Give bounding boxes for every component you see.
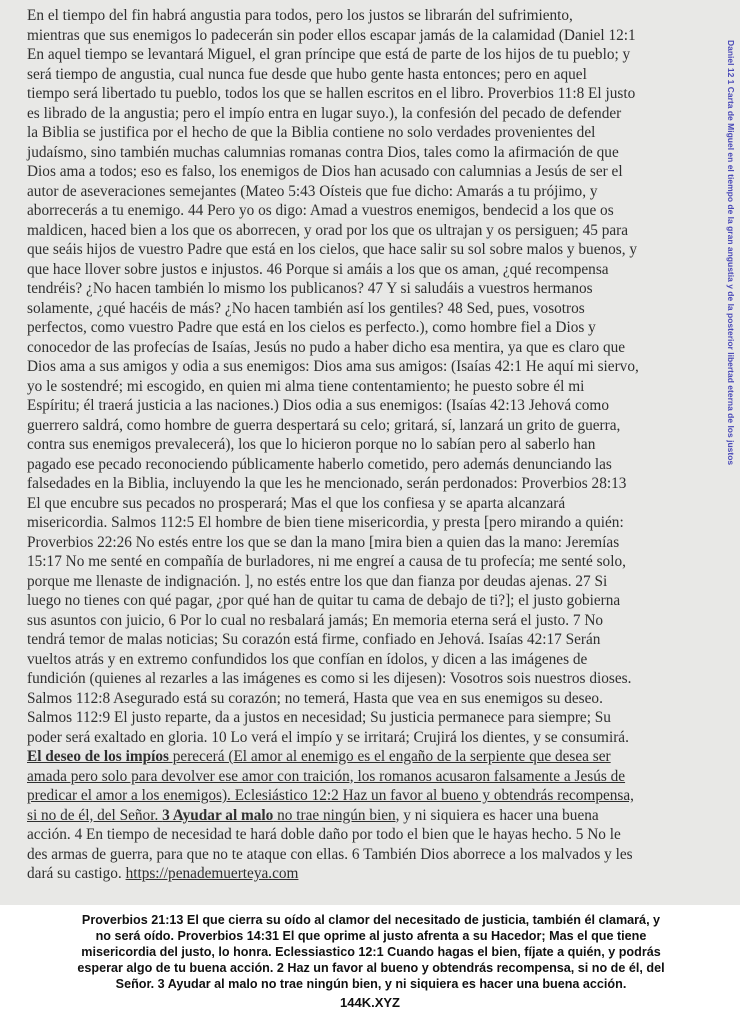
text-line [27, 825, 702, 845]
text-segment: En aquel tiempo se levantará Miguel, el gran príncipe que está de parte de los hijos de tu pueblo; y [27, 46, 631, 63]
text-line [27, 494, 702, 514]
text-line [27, 143, 702, 163]
text-segment: Dios ama a sus amigos y odia a sus enemigos: Dios ama sus amigos: (Isaías 42:1 He aquí mi siervo, [27, 358, 639, 375]
text-line [27, 669, 702, 689]
text-segment: no trae ningún bien, [273, 806, 400, 824]
text-segment: aborrecerás a tu enemigo. 44 Pero yo os digo: Amad a vuestros enemigos, bendecid a los que os [27, 202, 614, 219]
text-line [27, 611, 702, 631]
text-segment: si no de él, del Señor. [27, 806, 163, 824]
text-segment: vueltos atrás y en extremo confundidos los que confían en ídolos, y dicen a las imágenes de [27, 650, 588, 668]
text-line [27, 6, 702, 26]
text-segment: pagado ese pecado reconociendo públicamente haberlo cometido, pero además denunciando las [27, 455, 612, 473]
text-segment: misericordia. Salmos 112:5 El hombre de bien tiene misericordia, y presta [pero mirando a quién: [27, 514, 624, 531]
text-segment: predicar el amor a los enemigos). Eclesiástico 12:2 Haz un favor al bueno y obtendrás recompensa, [27, 787, 634, 804]
text-line [27, 299, 702, 319]
text-segment: autor de aseveraciones semejantes (Mateo 5:43 Oísteis que fue dicho: Amarás a tu prójimo, y [27, 182, 598, 200]
text-segment: Dios ama a todos; eso es falso, los enemigos de Dios han acusado con calumnias a Jesús de ser el [27, 163, 623, 180]
text-segment: judaísmo, sino también muchas calumnias romanas contra Dios, tales como la afirmación de que [27, 143, 619, 161]
text-line [27, 786, 702, 806]
text-line [27, 416, 702, 436]
text-line [27, 182, 702, 202]
text-line [27, 552, 702, 572]
text-segment: En el tiempo del fin habrá angustia para todos, pero los justos se librarán del sufrimiento, [27, 7, 573, 24]
text-segment: tendréis? ¿No hacen también lo mismo los publicanos? 47 Y si saludáis a vuestros hermanos [27, 280, 593, 297]
text-line [27, 474, 702, 494]
text-line [27, 708, 702, 728]
text-segment: 15:17 No me senté en compañía de burladores, ni me engreí a causa de tu profecía; me senté solo, [27, 553, 626, 570]
text-line [27, 357, 702, 377]
text-segment: tiempo será libertado tu pueblo, todos los que se hallen escritos en el libro. Proverbios 11:8 El justo [27, 85, 636, 102]
text-line [27, 162, 702, 182]
text-segment: contra sus enemigos prevalecerá), los que lo hicieron porque no lo sabían pero al saberlo han [27, 436, 596, 453]
text-line [27, 84, 702, 104]
text-segment: será tiempo de angustia, cual nunca fue desde que hubo gente hasta entonces; pero en aquel [27, 65, 587, 83]
text-line [27, 806, 702, 826]
text-line [27, 650, 702, 670]
caption-line: misericordia del justo, lo honra. Eclessiastico 12:1 Cuando hagas el bien, fíjate a quién, y podrás [81, 945, 661, 959]
text-line [27, 845, 702, 865]
text-segment: Espíritu; él traerá justicia a las naciones.) Dios odia a sus enemigos: (Isaías 42:13 Jehová como [27, 397, 609, 414]
text-segment: es librado de la angustia; pero el impío entra en lugar suyo.), la confesión del pecado de defender [27, 104, 622, 122]
text-segment: El deseo de los impíos [27, 748, 169, 765]
text-segment: perfectos, como vuestro Padre que está en los cielos es perfecto.), como hombre fiel a Dios y [27, 319, 596, 336]
caption-line: no será oído. Proverbios 14:31 El que oprime al justo afrenta a su Hacedor; Mas el que tiene [95, 929, 647, 943]
text-line [27, 26, 702, 46]
text-segment: Salmos 112:9 El justo reparte, da a justos en necesidad; Su justicia permanece para siempre; Su [27, 709, 611, 726]
text-line [27, 123, 702, 143]
caption-line: esperar algo de tu buena acción. 2 Haz un favor al bueno y obtendrás recompensa, si no de él, del [77, 961, 665, 975]
text-segment: poder será exaltado en gloria. 10 Lo verá el impío y se irritará; Crujirá los dientes, y se consumirá. [27, 728, 629, 746]
text-segment: la Biblia se justifica por el hecho de que la Biblia contiene no solo verdades provenientes del [27, 124, 596, 141]
text-segment: guerrero saldrá, como hombre de guerra despertará su celo; gritará, sí, lanzará un grito de guerra, [27, 416, 621, 434]
side-note: Daniel 12 1 Carta de Miguel en el tiempo de la gran angustia y de la posterior libertad eterna de los justos [726, 40, 736, 466]
text-segment: solamente, ¿qué hacéis de más? ¿No hacen también así los gentiles? 48 Sed, pues, vosotros [27, 299, 585, 317]
text-segment: Salmos 112:8 Asegurado está su corazón; no temerá, Hasta que vea en sus enemigos su deseo. [27, 689, 603, 707]
text-line [27, 221, 702, 241]
text-segment: 3 Ayudar al malo [162, 806, 274, 824]
text-line [27, 65, 702, 85]
text-segment: El que encubre sus pecados no prosperará; Mas el que los confiesa y se aparta alcanzará [27, 494, 566, 512]
text-segment: amada pero solo para devolver ese amor con traición, los romanos acusaron falsamente a Jesús de [27, 767, 626, 785]
text-line [27, 104, 702, 124]
text-segment: maldicen, haced bien a los que os aborrecen, y orad por los que os ultrajan y os persiguen; 45 para [27, 221, 629, 239]
text-line [27, 591, 702, 611]
text-line [27, 747, 702, 767]
text-segment: que hace llover sobre justos e injustos. 46 Porque si amáis a los que os aman, ¿qué recompensa [27, 260, 609, 278]
text-line [27, 279, 702, 299]
text-segment: sus asuntos con juicio, 6 Por lo cual no resbalará jamás; En memoria eterna será el justo. 7 No [27, 611, 604, 629]
text-segment: acción. 4 En tiempo de necesidad te hará doble daño por todo el bien que le hayas hecho. 5 No le [27, 826, 621, 843]
text-line [27, 45, 702, 65]
caption [15, 912, 727, 992]
caption-line: Señor. 3 Ayudar al malo no trae ningún bien, y ni siquiera es hacer una buena acción. [115, 977, 627, 991]
text-segment: fundición (quienes al rezarles a las imágenes es como si les dijesen): Vosotros sois nuestros dioses. [27, 670, 632, 687]
text-line [27, 260, 702, 280]
text-line [27, 767, 702, 787]
text-line [27, 396, 702, 416]
text-line [27, 689, 702, 709]
text-segment: mientras que sus enemigos lo padecerán sin poder ellos escapar jamás de la calamidad (Daniel 12:1 [27, 26, 636, 44]
text-segment: porque me llenaste de indignación. ], no estés entre los que dan fianza por deudas ajenas. 27 Si [27, 572, 608, 590]
text-segment: tendrá temor de malas noticias; Su corazón está firme, confiado en Jehová. Isaías 42:17 Serán [27, 631, 601, 648]
text-line [27, 572, 702, 592]
text-line [27, 455, 702, 475]
text-segment: que seáis hijos de vuestro Padre que está en los cielos, que hace salir su sol sobre malos y buenos, y [27, 241, 638, 258]
text-segment: y ni siquiera es hacer una buena [399, 806, 599, 824]
text-line [27, 201, 702, 221]
text-line [27, 435, 702, 455]
text-line [27, 338, 702, 358]
text-segment: des armas de guerra, para que no te ataque con ellas. 6 También Dios aborrece a los malvados y les [27, 845, 633, 863]
text-line [27, 728, 702, 748]
text-line [27, 513, 702, 533]
text-line [27, 864, 702, 884]
website-link: https://penademuerteya.com [125, 865, 299, 882]
text-line [27, 318, 702, 338]
text-segment: luego no tienes con qué pagar, ¿por qué han de quitar tu cama de debajo de ti?]; el justo gobierna [27, 592, 621, 609]
text-line [27, 533, 702, 553]
site-label: 144K.XYZ [340, 995, 400, 1010]
caption-line: Proverbios 21:13 El que cierra su oído al clamor del necesitado de justicia, también él clamará, y [81, 913, 661, 927]
text-line [27, 240, 702, 260]
document-text [27, 6, 702, 884]
text-line [27, 630, 702, 650]
text-segment: falsedades en la Biblia, incluyendo la que les he mencionado, serán perdonados: Proverbios 28:13 [27, 475, 627, 492]
text-segment: conocedor de las profecías de Isaías, Jesús no pudo a haber dicho esa mentira, ya que es claro que [27, 338, 626, 356]
text-segment: perecerá (El amor al enemigo es el engaño de la serpiente que desea ser [168, 748, 611, 765]
text-segment: Proverbios 22:26 No estés entre los que se dan la mano [mira bien a quien das la mano: Jeremías [27, 533, 620, 551]
text-segment: dará su castigo. [27, 865, 126, 882]
text-line [27, 377, 702, 397]
text-segment: yo le sostendré; mi escogido, en quien mi alma tiene contentamiento; he puesto sobre él mi [27, 377, 585, 395]
